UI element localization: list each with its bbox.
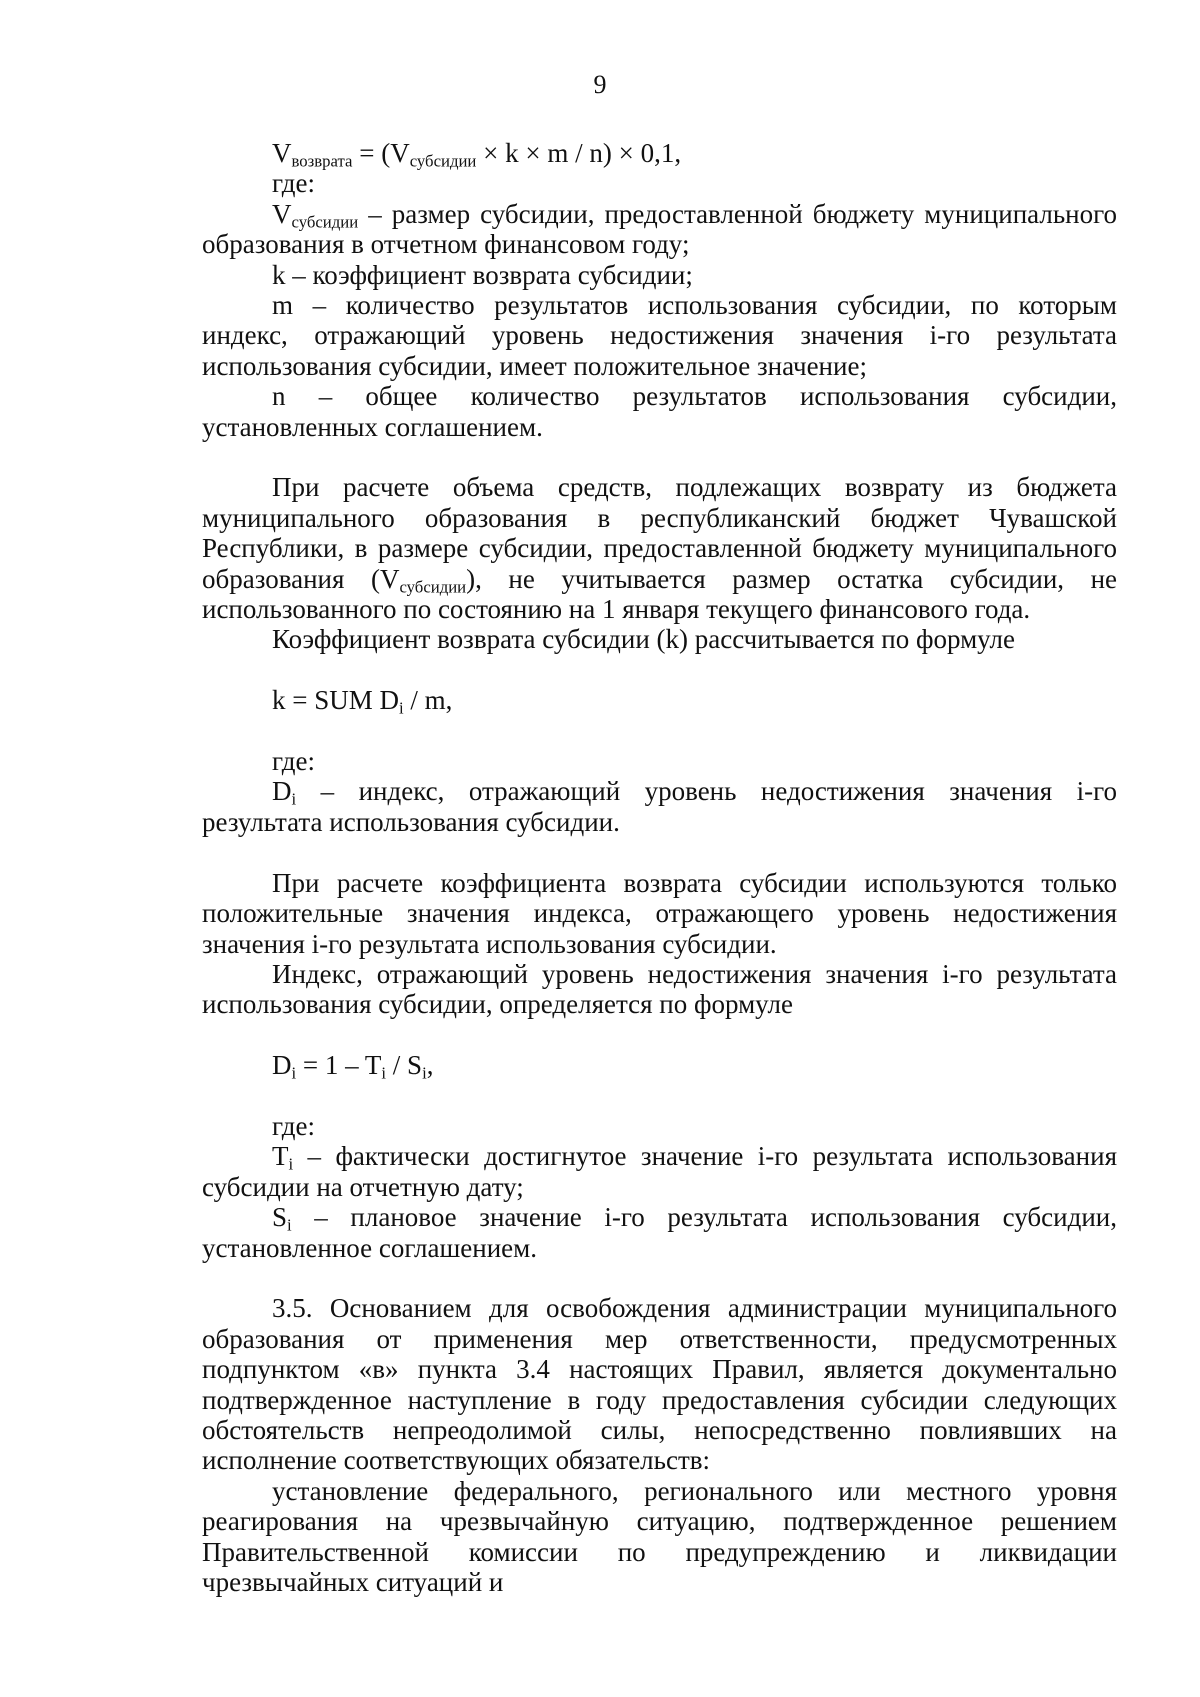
formula-subscript: i: [422, 1063, 427, 1083]
formula-symbol: V: [272, 138, 292, 168]
definition-text: – фактически достигнутое значение i-го результата использования субсидии на отчетную дату;: [202, 1141, 1117, 1202]
paragraph-positive-values: При расчете коэффициента возврата субсидии используются только положительные значения индекса, отражающего уровень недостижения значения i-го результата использования субсидии.: [202, 867, 1117, 959]
formula-subscript: i: [288, 1154, 294, 1174]
paragraph-calculation: [202, 472, 1117, 624]
spacer: [202, 837, 1117, 867]
spacer: [202, 1020, 1117, 1050]
paragraph-text: ), не учитывается размер остатка субсидии, не использованного по состоянию на 1 января текущего финансового года.: [202, 563, 1117, 625]
paragraph-3-5: 3.5. Основанием для освобождения администрации муниципального образования от применения мер ответственности, предусмотренных подпунктом «в» пункта 3.4 настоящих Правил, является документально подтвержденное наступление в году предоставления субсидии следующих обстоятельств непреодолимой силы, непосредственно повлиявших на исполнение соответствующих обязательств:: [202, 1293, 1117, 1476]
definition-text: – индекс, отражающий уровень недостижения значения i-го результата использования субсидии.: [202, 776, 1117, 837]
definition-v-subsidy: [202, 199, 1117, 260]
formula-subscript: i: [287, 1215, 292, 1235]
formula-text: × k × m / n) × 0,1,: [476, 138, 682, 168]
spacer: [202, 655, 1117, 685]
document-body: [202, 138, 1117, 1597]
spacer: [202, 442, 1117, 472]
formula-text: / S: [386, 1050, 423, 1081]
definition-text: – плановое значение i-го результата использования субсидии, установленное соглашением.: [202, 1202, 1117, 1263]
spacer: [202, 716, 1117, 746]
formula-subscript: i: [399, 698, 404, 718]
formula-subscript: субсидии: [399, 577, 467, 597]
definition-text: – размер субсидии, предоставленной бюджету муниципального образования в отчетном финансовом году;: [202, 198, 1117, 260]
formula-symbol: V: [272, 198, 292, 229]
definition-si: [202, 1202, 1117, 1263]
formula-subscript: i: [381, 1063, 387, 1083]
paragraph-emergency: установление федерального, регионального или местного уровня реагирования на чрезвычайную ситуацию, подтвержденное решением Правительственной комиссии по предупреждению и ликвидации чрезвычайных ситуаций и: [202, 1475, 1117, 1597]
definition-ti: [202, 1141, 1117, 1202]
definition-k: k – коэффициент возврата субсидии;: [272, 259, 693, 290]
page-number: 9: [593, 70, 607, 99]
formula-text: / m,: [403, 685, 453, 716]
formula-text: k = SUM D: [272, 685, 399, 716]
paragraph-index: Индекс, отражающий уровень недостижения значения i-го результата использования субсидии, определяется по формуле: [202, 958, 1117, 1020]
formula-symbol: T: [272, 1141, 289, 1172]
paragraph-coefficient: Коэффициент возврата субсидии (k) рассчитывается по формуле: [272, 624, 1015, 655]
spacer: [202, 1263, 1117, 1293]
formula-symbol: S: [272, 1202, 288, 1233]
formula-text: = 1 – T: [296, 1050, 382, 1081]
where-label: где:: [272, 746, 315, 777]
formula-return-volume: [202, 138, 1117, 171]
formula-symbol: D: [272, 1050, 292, 1081]
formula-index: [202, 1050, 1117, 1083]
definition-di: [202, 776, 1117, 837]
definition-n: n – общее количество результатов использования субсидии, установленных соглашением.: [202, 381, 1117, 442]
formula-coefficient: [202, 685, 1117, 718]
formula-subscript: i: [291, 1063, 297, 1083]
formula-subscript: возврата: [291, 151, 353, 171]
where-label: где:: [272, 168, 315, 199]
formula-symbol: D: [272, 776, 292, 807]
formula-text: ,: [426, 1050, 434, 1081]
formula-text: = (V: [352, 138, 410, 168]
where-label: где:: [272, 1110, 315, 1141]
formula-subscript: субсидии: [409, 151, 477, 171]
formula-subscript: i: [291, 790, 297, 810]
paragraph-text: При расчете объема средств, подлежащих возврату из бюджета муниципального образования в республиканский бюджет Чувашской Республики, в размере субсидии, предоставленной бюджету муниципального образования (V: [202, 472, 1117, 594]
spacer: [202, 1081, 1117, 1111]
definition-m: m – количество результатов использования субсидии, по которым индекс, отражающий уровень недостижения значения i-го результата использования субсидии, имеет положительное значение;: [202, 290, 1117, 381]
formula-subscript: субсидии: [291, 212, 359, 232]
